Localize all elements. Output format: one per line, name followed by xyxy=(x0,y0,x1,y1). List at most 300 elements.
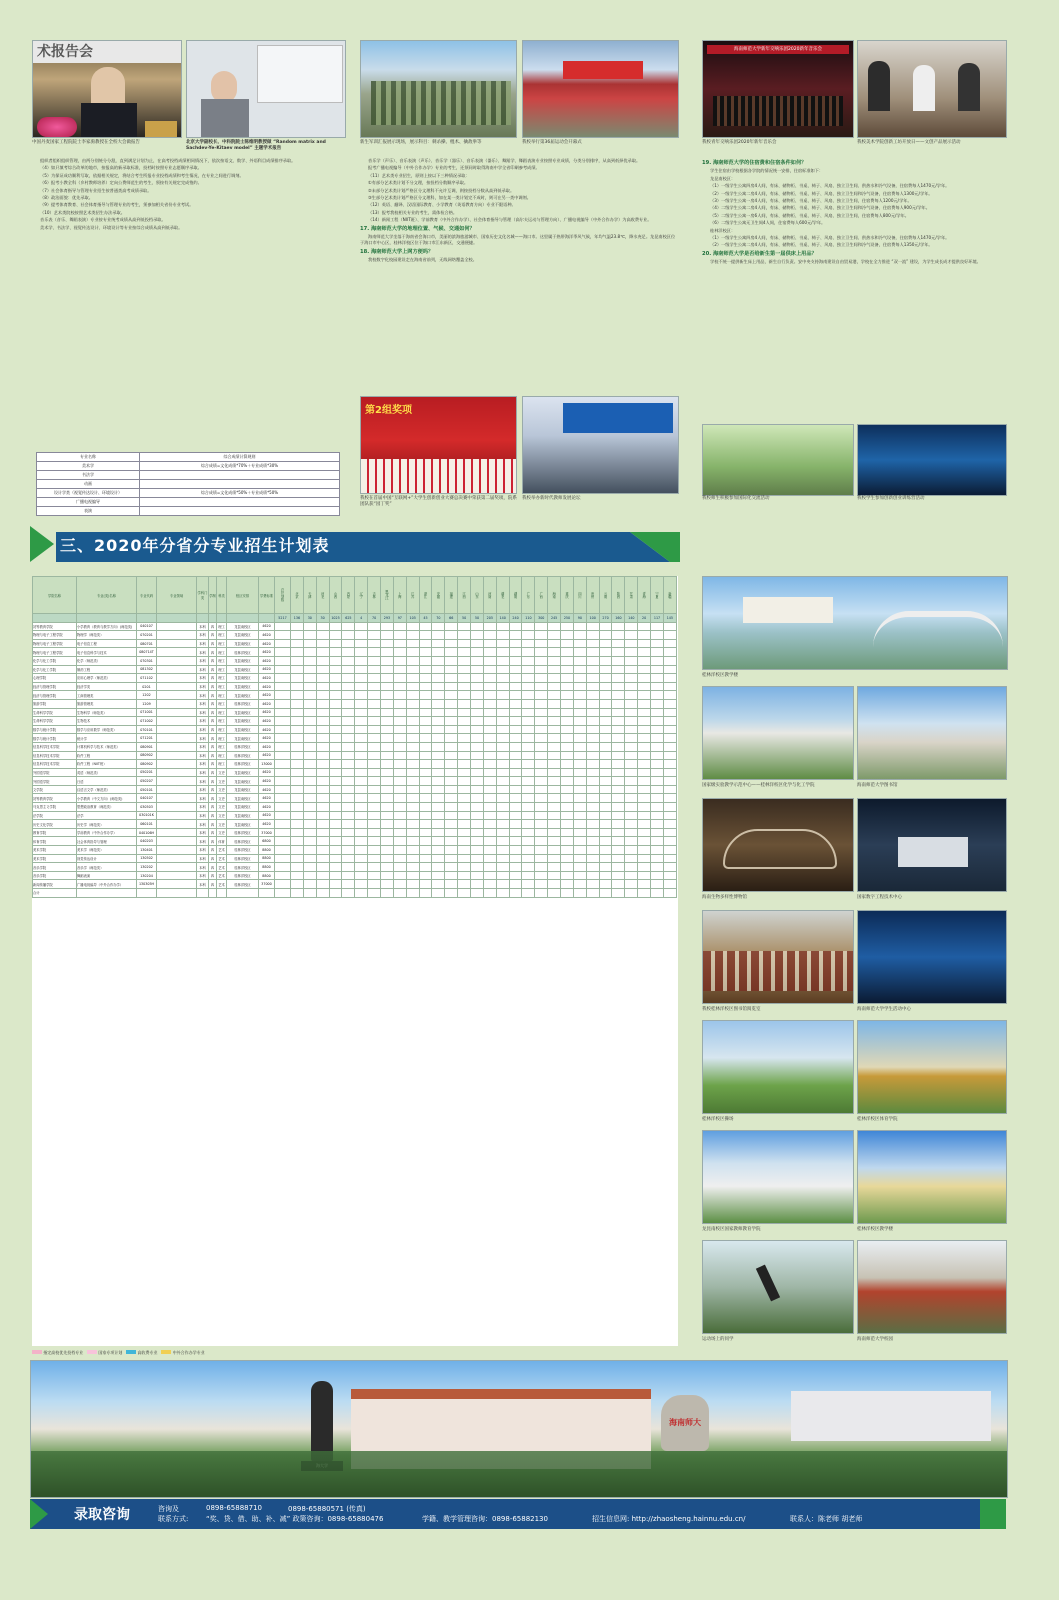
table-row xyxy=(33,785,677,794)
table-cell xyxy=(445,777,458,786)
table-cell xyxy=(651,665,664,674)
table-cell: 艺术 xyxy=(217,846,227,855)
table-cell: 本科 xyxy=(197,777,209,786)
table-cell xyxy=(368,854,381,863)
table-cell xyxy=(638,622,651,631)
table-cell xyxy=(291,768,304,777)
table-cell xyxy=(316,631,329,640)
table-cell xyxy=(303,854,316,863)
table-cell xyxy=(561,828,574,837)
table-cell xyxy=(303,794,316,803)
campus-photo-bridge xyxy=(702,576,1008,670)
table-cell xyxy=(381,871,394,880)
table-cell xyxy=(612,725,625,734)
table-cell xyxy=(496,639,509,648)
table-cell xyxy=(548,734,561,743)
question-19-line: 龙昆南校区： xyxy=(710,175,736,181)
table-cell: 105 xyxy=(406,614,419,623)
table-cell xyxy=(509,682,522,691)
table-cell xyxy=(303,648,316,657)
table-cell: 本科 xyxy=(197,803,209,812)
table-cell xyxy=(291,863,304,872)
table-cell xyxy=(259,889,275,898)
table-cell xyxy=(496,871,509,880)
table-cell xyxy=(342,656,355,665)
table-cell xyxy=(548,648,561,657)
table-cell xyxy=(381,820,394,829)
table-cell: 四 xyxy=(209,631,217,640)
table-cell: 本科 xyxy=(197,691,209,700)
table-cell xyxy=(432,828,445,837)
table-cell xyxy=(381,622,394,631)
table-cell xyxy=(612,734,625,743)
table-cell xyxy=(586,725,599,734)
table-cell xyxy=(419,742,432,751)
table-cell xyxy=(316,803,329,812)
table-cell xyxy=(303,760,316,769)
table-cell xyxy=(329,846,342,855)
table-cell xyxy=(419,785,432,794)
table-cell xyxy=(291,751,304,760)
table-cell xyxy=(419,777,432,786)
table-cell xyxy=(381,837,394,846)
campus-photo-athlete xyxy=(702,1240,854,1334)
table-cell: 文史 xyxy=(217,777,227,786)
table-cell xyxy=(638,734,651,743)
table-cell xyxy=(316,820,329,829)
table-cell xyxy=(329,760,342,769)
table-cell xyxy=(625,639,638,648)
table-cell xyxy=(342,785,355,794)
table-cell xyxy=(663,889,676,898)
table-cell: 070101 xyxy=(137,725,157,734)
table-header-cell: 湖南 xyxy=(509,577,522,614)
table-cell xyxy=(406,691,419,700)
table-cell: 桂林洋校区 xyxy=(227,863,259,872)
table-cell xyxy=(303,656,316,665)
table-cell xyxy=(275,674,291,683)
table-cell xyxy=(291,837,304,846)
table-cell xyxy=(638,717,651,726)
table-cell: 龙昆南校区 xyxy=(227,631,259,640)
table-cell: 理工 xyxy=(217,674,227,683)
table-cell xyxy=(509,760,522,769)
table-cell xyxy=(393,725,406,734)
table-cell xyxy=(651,777,664,786)
table-cell: 数学与应用数学（师范类） xyxy=(77,725,137,734)
table-cell xyxy=(625,734,638,743)
table-cell xyxy=(612,811,625,820)
table-cell xyxy=(393,682,406,691)
table-cell xyxy=(548,682,561,691)
table-header-cell: 学制 xyxy=(209,577,217,614)
table-cell xyxy=(303,846,316,855)
rule-paragraph: ③生部分艺术类计划严格区分文理科，如在某一类计划完不成时，则可在另一类中调剂。 xyxy=(368,195,531,201)
table-cell: 生命科学学院 xyxy=(33,717,77,726)
table-cell xyxy=(342,622,355,631)
footer-academic-line: 学籍、教学管理咨询：0898-65882130 xyxy=(422,1515,548,1523)
table-cell xyxy=(522,742,535,751)
table-cell: 物理与电子工程学院 xyxy=(33,631,77,640)
question-19-line: （6）二级学生公寓无卫生间4人间，住宿费每人600元/学年。 xyxy=(710,220,826,226)
table-cell: 4620 xyxy=(259,708,275,717)
table-cell: 本科 xyxy=(197,639,209,648)
table-cell xyxy=(458,631,471,640)
table-cell xyxy=(548,742,561,751)
table-cell xyxy=(316,725,329,734)
table-cell xyxy=(303,631,316,640)
table-cell xyxy=(496,674,509,683)
table-cell xyxy=(509,631,522,640)
table-cell xyxy=(445,871,458,880)
side-caption: 海南师范大学图书馆 xyxy=(857,783,898,788)
table-cell xyxy=(445,648,458,657)
table-cell xyxy=(535,648,548,657)
table-cell xyxy=(419,889,432,898)
table-cell xyxy=(355,699,368,708)
table-row xyxy=(33,854,677,863)
table-cell xyxy=(573,751,586,760)
table-cell: 4620 xyxy=(259,734,275,743)
footer-website[interactable]: 招生信息网: http://zhaosheng.hainnu.edu.cn/ xyxy=(592,1515,746,1523)
table-cell xyxy=(291,777,304,786)
table-cell xyxy=(458,648,471,657)
table-cell xyxy=(573,777,586,786)
table-cell xyxy=(663,725,676,734)
table-cell: 20 xyxy=(638,614,651,623)
table-cell: 4620 xyxy=(259,631,275,640)
table-cell xyxy=(355,811,368,820)
table-cell xyxy=(509,820,522,829)
art-table-cell: 广播电视编导 xyxy=(37,498,140,507)
table-cell xyxy=(458,639,471,648)
table-cell: 4620 xyxy=(259,648,275,657)
table-cell xyxy=(137,614,157,623)
table-cell xyxy=(329,785,342,794)
table-cell xyxy=(157,717,197,726)
table-cell xyxy=(458,622,471,631)
table-cell xyxy=(612,631,625,640)
side-caption: 桂林洋校区教学楼 xyxy=(857,1227,893,1232)
table-cell xyxy=(303,699,316,708)
table-cell xyxy=(509,854,522,863)
table-cell xyxy=(316,691,329,700)
table-cell xyxy=(612,760,625,769)
table-cell: 130305H xyxy=(137,880,157,889)
table-cell xyxy=(561,794,574,803)
table-cell xyxy=(586,622,599,631)
table-cell xyxy=(483,820,496,829)
table-row xyxy=(33,639,677,648)
table-cell xyxy=(342,682,355,691)
table-cell: 桂林洋校区 xyxy=(227,871,259,880)
table-cell xyxy=(522,665,535,674)
table-cell xyxy=(612,794,625,803)
table-cell xyxy=(509,742,522,751)
table-cell: 050207 xyxy=(137,777,157,786)
table-cell xyxy=(471,699,484,708)
table-cell: 法学院 xyxy=(33,811,77,820)
table-cell: 本科 xyxy=(197,734,209,743)
table-cell xyxy=(303,717,316,726)
table-cell xyxy=(157,837,197,846)
table-cell xyxy=(625,699,638,708)
table-cell xyxy=(393,889,406,898)
table-cell: 4620 xyxy=(259,811,275,820)
table-cell xyxy=(612,742,625,751)
table-cell xyxy=(197,614,209,623)
table-cell xyxy=(612,708,625,717)
table-cell: 080902 xyxy=(137,751,157,760)
table-cell xyxy=(368,785,381,794)
table-cell xyxy=(663,665,676,674)
table-cell xyxy=(561,785,574,794)
campus-photo-2 xyxy=(702,686,854,780)
table-cell xyxy=(368,837,381,846)
table-header-cell: 专业(类)名称 xyxy=(77,577,137,614)
table-cell xyxy=(561,631,574,640)
table-cell: 8800 xyxy=(259,871,275,880)
table-cell: 本科 xyxy=(197,631,209,640)
table-cell xyxy=(316,682,329,691)
table-cell: 100 xyxy=(586,614,599,623)
table-cell xyxy=(157,751,197,760)
table-cell xyxy=(509,639,522,648)
table-cell xyxy=(509,656,522,665)
table-cell xyxy=(586,648,599,657)
table-cell: 37000 xyxy=(259,828,275,837)
table-cell xyxy=(509,691,522,700)
table-cell xyxy=(406,820,419,829)
table-cell xyxy=(638,863,651,872)
table-cell xyxy=(612,777,625,786)
footer-label-2: 联系方式: xyxy=(158,1515,189,1523)
table-cell: 97 xyxy=(393,614,406,623)
table-cell: 小学教育（教育与教学方向）(师范类) xyxy=(77,622,137,631)
table-cell xyxy=(509,811,522,820)
table-cell xyxy=(663,880,676,889)
table-cell xyxy=(458,717,471,726)
table-cell xyxy=(612,751,625,760)
table-cell xyxy=(651,674,664,683)
table-cell xyxy=(445,656,458,665)
table-cell: 理工 xyxy=(217,751,227,760)
table-cell xyxy=(355,871,368,880)
table-cell xyxy=(303,803,316,812)
table-cell xyxy=(535,699,548,708)
table-cell xyxy=(355,768,368,777)
table-cell xyxy=(561,871,574,880)
table-cell xyxy=(573,828,586,837)
table-row xyxy=(33,717,677,726)
table-cell: 美术学院 xyxy=(33,854,77,863)
table-cell xyxy=(329,777,342,786)
table-cell xyxy=(445,742,458,751)
table-cell xyxy=(275,699,291,708)
table-cell: 理工 xyxy=(217,760,227,769)
table-cell: 龙昆南校区 xyxy=(227,708,259,717)
table-cell xyxy=(406,863,419,872)
table-header-cell: 河北 xyxy=(316,577,329,614)
table-cell xyxy=(651,622,664,631)
table-cell: 4620 xyxy=(259,622,275,631)
table-cell: 龙昆南校区 xyxy=(227,725,259,734)
table-cell xyxy=(275,639,291,648)
table-cell: 8800 xyxy=(259,863,275,872)
table-header-cell: 海南 xyxy=(548,577,561,614)
table-cell xyxy=(419,631,432,640)
table-cell xyxy=(599,631,612,640)
table-cell xyxy=(471,794,484,803)
table-cell xyxy=(535,871,548,880)
table-cell xyxy=(483,682,496,691)
table-cell xyxy=(535,751,548,760)
table-cell xyxy=(33,614,77,623)
table-cell xyxy=(651,820,664,829)
table-cell xyxy=(625,708,638,717)
table-cell xyxy=(638,837,651,846)
table-cell: 66 xyxy=(445,614,458,623)
table-cell xyxy=(599,803,612,812)
table-cell xyxy=(471,777,484,786)
campus-panorama xyxy=(30,1360,1008,1498)
table-cell: 本科 xyxy=(197,768,209,777)
rule-paragraph: 美术学、书法学、视觉传达设计、环境设计等专业按综合成绩从高到低录取。 xyxy=(40,224,183,230)
legend-item: 中外合作办学专业 xyxy=(172,1350,205,1355)
table-cell xyxy=(209,614,217,623)
table-cell xyxy=(561,846,574,855)
table-cell xyxy=(483,708,496,717)
table-header-cell: 湖北 xyxy=(496,577,509,614)
table-cell xyxy=(522,880,535,889)
table-cell: 本科 xyxy=(197,811,209,820)
table-cell xyxy=(432,622,445,631)
table-cell: 4620 xyxy=(259,820,275,829)
table-cell: 四 xyxy=(209,777,217,786)
table-row xyxy=(33,803,677,812)
table-cell xyxy=(157,871,197,880)
table-cell xyxy=(522,828,535,837)
table-cell xyxy=(561,682,574,691)
table-cell: 四 xyxy=(209,734,217,743)
table-cell xyxy=(381,648,394,657)
table-cell xyxy=(561,880,574,889)
table-cell: 思想政治教育（师范类） xyxy=(77,803,137,812)
table-cell: 270 xyxy=(599,614,612,623)
footer-phone-2: 0898-65880571 (传真) xyxy=(288,1505,366,1513)
table-cell xyxy=(625,777,638,786)
table-cell xyxy=(535,622,548,631)
table-cell xyxy=(651,691,664,700)
table-cell xyxy=(329,828,342,837)
table-cell: 四 xyxy=(209,863,217,872)
table-cell xyxy=(342,699,355,708)
table-cell xyxy=(275,846,291,855)
table-cell: 30 xyxy=(316,614,329,623)
table-cell xyxy=(432,734,445,743)
table-cell: 艺术 xyxy=(217,863,227,872)
table-cell xyxy=(157,691,197,700)
table-cell xyxy=(483,760,496,769)
table-cell xyxy=(625,665,638,674)
table-cell xyxy=(393,631,406,640)
table-header-cell: 安徽 xyxy=(432,577,445,614)
table-cell: 040107 xyxy=(137,622,157,631)
table-cell: 文史 xyxy=(217,811,227,820)
table-cell xyxy=(522,691,535,700)
table-cell xyxy=(259,614,275,623)
table-cell xyxy=(157,665,197,674)
table-cell xyxy=(496,656,509,665)
table-header-cell: 浙江 xyxy=(419,577,432,614)
rule-paragraph: （4）如只填考综合改革的地市，按报高的新录取标准，投档时按照专业志愿顺序录取。 xyxy=(40,165,202,171)
side-caption: 国家级实验教学示范中心——桂林洋校区化学与化工学院 xyxy=(702,783,815,788)
table-cell xyxy=(509,734,522,743)
table-cell xyxy=(561,863,574,872)
table-cell xyxy=(509,699,522,708)
table-cell xyxy=(509,837,522,846)
table-cell: 经济与管理学院 xyxy=(33,691,77,700)
table-cell xyxy=(535,665,548,674)
table-cell xyxy=(599,863,612,872)
table-cell xyxy=(548,820,561,829)
table-cell xyxy=(393,648,406,657)
table-cell xyxy=(509,768,522,777)
table-cell xyxy=(548,863,561,872)
table-cell xyxy=(275,631,291,640)
table-cell xyxy=(291,674,304,683)
table-row xyxy=(33,614,677,623)
table-cell: 龙昆南校区 xyxy=(227,820,259,829)
table-cell xyxy=(419,794,432,803)
table-cell xyxy=(573,811,586,820)
table-cell xyxy=(406,699,419,708)
table-row xyxy=(33,665,677,674)
table-cell: 四 xyxy=(209,768,217,777)
table-cell: 龙昆南校区 xyxy=(227,777,259,786)
rule-paragraph: 音乐表（音乐、舞蹈表演）专业按专业统考成绩从高到低投档录取。 xyxy=(40,217,166,223)
table-cell: 理工 xyxy=(217,665,227,674)
table-cell xyxy=(419,854,432,863)
table-cell xyxy=(612,691,625,700)
table-cell xyxy=(548,622,561,631)
table-header-cell: 专业领域 xyxy=(157,577,197,614)
table-cell xyxy=(586,751,599,760)
table-cell: 四 xyxy=(209,751,217,760)
table-cell: 4620 xyxy=(259,803,275,812)
art-workshop-photo xyxy=(857,40,1007,138)
table-cell xyxy=(586,871,599,880)
table-cell xyxy=(638,846,651,855)
table-cell: 理工 xyxy=(217,682,227,691)
table-row xyxy=(33,751,677,760)
table-cell: 37000 xyxy=(259,880,275,889)
table-cell: 四 xyxy=(209,837,217,846)
table-row xyxy=(33,674,677,683)
table-cell xyxy=(445,863,458,872)
table-cell xyxy=(561,768,574,777)
table-cell xyxy=(432,863,445,872)
table-cell: 电子信息科学与技术 xyxy=(77,648,137,657)
table-cell xyxy=(368,803,381,812)
table-cell: 本科 xyxy=(197,699,209,708)
campus-photo-library xyxy=(702,910,854,1004)
table-cell xyxy=(612,622,625,631)
campus-photo-studio xyxy=(857,910,1007,1004)
table-cell xyxy=(612,854,625,863)
table-cell xyxy=(157,880,197,889)
table-cell xyxy=(663,656,676,665)
